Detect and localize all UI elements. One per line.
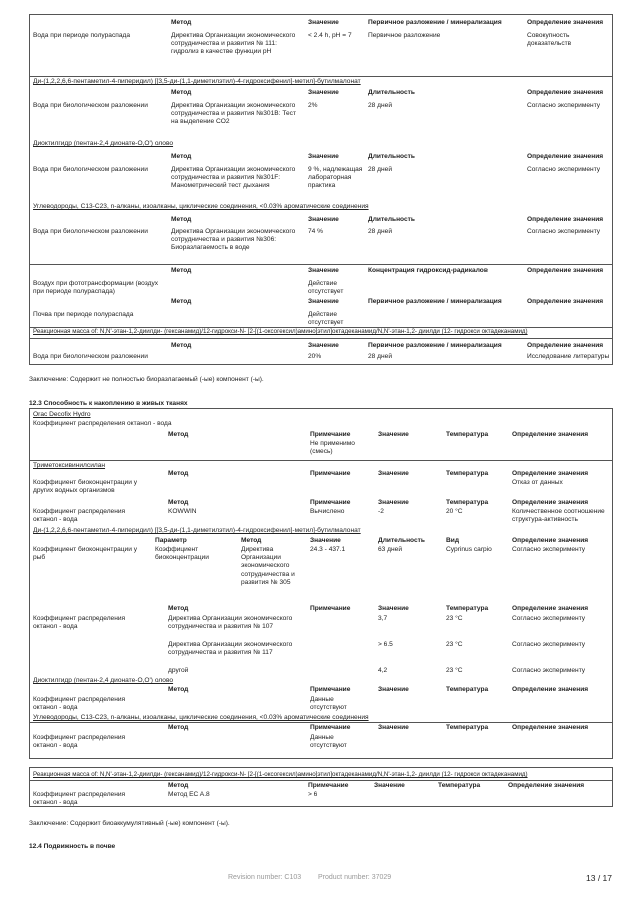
substance-name: Реакционная масса of: N,N'-этан-1,2-диилди- (гексанамид)/12-гидрокси-N- [2-[(1-оксогексил)амино]этил]октадеканамид/N,N'-этан-1,2- диилди (12- гидрокси октадеканамид) [33,328,528,335]
substance-name: Диоктилгидр (пентан-2,4 дионате-O,O') олово [33,140,174,147]
cell: Длительность [368,216,415,223]
cell: Определение значения [512,499,589,506]
cell: Метод [168,724,189,731]
cell: Метод [171,342,192,349]
cell: Директива Организации экономического сотрудничества и развития № 107 [168,615,293,631]
cell: Значение [374,782,405,789]
reaction-mass-table [29,767,613,807]
conclusion-text: Заключение: Содержит биоаккумулятивный (-ые) компонент (-ы). [29,820,230,827]
cell: Метод [171,298,192,305]
cell: Директива Организации экономического сотрудничества и развития № 305 [241,546,295,586]
cell: 20% [308,353,322,360]
cell: Метод [241,537,262,544]
cell: Коэффициент распределения октанол - вода [33,508,126,524]
cell: Определение значения [527,267,604,274]
cell: Значение [308,89,339,96]
cell: Коэффициент биоконцентрации у других водных организмов [33,479,138,495]
cell: Вода при биологическом разложении [33,166,148,173]
cell: 20 °C [446,508,463,515]
substance-name: Orac Decofix Hydro [33,411,91,418]
cell: Директива Организации экономического сотрудничества и развития № 117 [168,641,293,657]
cell: 28 дней [368,102,393,109]
cell: -2 [378,508,384,515]
cell: Примечание [308,782,349,789]
cell: Коэффициент распределения октанол - вода [33,696,126,712]
cell: Примечание [310,686,351,693]
cell: KOWWIN [168,508,197,515]
cell: Метод [171,153,192,160]
cell: Метод [168,782,189,789]
cell: Коэффициент распределения октанол - вода [33,734,126,750]
substance-name: Углеводороды, C13-C23, n-алканы, изоалканы, циклические соединения, <0.03% ароматические соединения [33,203,369,210]
cell: Параметр [155,537,187,544]
cell: Значение [378,431,409,438]
cell: Отказ от данных [512,479,563,486]
cell: Длительность [368,89,415,96]
cell: Температура [446,431,489,438]
cell: Директива Организации экономического сотрудничества и развития №301F: Манометрический тест дыхания [171,166,296,190]
col-determination: Определение значения [527,19,604,26]
cell: Директива Организации экономического сотрудничества и развития №301B: Тест на выделение CO2 [171,102,296,126]
cell: Почва при периоде полураспада [33,311,134,318]
col-method: Метод [171,19,192,26]
cell: Согласно эксперименту [527,166,601,173]
cell: 28 дней [368,353,393,360]
page-number: 13 / 17 [586,873,612,883]
cell: Температура [446,605,489,612]
cell: Определение значения [527,216,604,223]
cell: Вода при биологическом разложении [33,353,148,360]
cell: Температура [446,686,489,693]
cell: Значение [310,537,341,544]
cell: Примечание [310,431,351,438]
cell: Определение значения [512,686,589,693]
cell: 74 % [308,228,324,235]
cell: Значение [308,153,339,160]
bioaccumulation-table [29,408,613,759]
cell: Значение [308,216,339,223]
cell: Длительность [368,153,415,160]
cell: Первичное разложение / минерализация [368,298,502,305]
cell: Примечание [310,470,351,477]
cell: Значение [308,342,339,349]
cell: 3,7 [378,615,388,622]
cell: Концентрация гидроксид-радикалов [368,267,488,274]
cell: Коэффициент распределения октанол - вода [33,615,126,631]
cell: Согласно эксперименту [512,641,586,648]
cell: Метод [171,89,192,96]
cell: Значение [308,298,339,305]
cell: Вода при биологическом разложении [33,228,148,235]
cell: Коэффициент биоконцентрации [155,546,209,562]
substance-name: Триметоксивинилсилан [33,462,106,469]
cell: Значение [378,499,409,506]
cell: Директива Организации экономического сотрудничества и развития №306: Биоразлагаемость в воде [171,228,296,252]
product-number: Product number: 37029 [318,874,392,881]
cell: Определение значения [527,153,604,160]
cell: Совокупность доказательств [527,32,572,48]
section-heading: 12.4 Подвижность в почве [29,843,116,850]
cell: Вид [446,537,460,544]
cell: Определение значения [512,431,589,438]
cell: Согласно эксперименту [512,615,586,622]
substance-name: Реакционная масса of: N,N'-этан-1,2-диилди- (гексанамид)/12-гидрокси-N- [2-[(1-оксогексил)амино]этил]октадеканамид/N,N'-этан-1,2- диилди (12- гидрокси октадеканамид) [33,771,528,778]
cell: Метод [171,267,192,274]
cell: Директива Организации экономического сотрудничества и развития № 111: гидролиз в качестве функции pH [171,32,296,56]
cell: 9 %, надлежащая лабораторная практика [308,166,363,190]
cell: Значение [378,470,409,477]
cell: Определение значения [512,724,589,731]
cell: 2% [308,102,318,109]
cell: 4,2 [378,667,388,674]
cell: Определение значения [508,782,585,789]
cell: Коэффициент распределения октанол - вода [33,791,126,807]
cell: Метод [168,686,189,693]
cell: Согласно эксперименту [512,546,586,553]
substance-name: Ди-(1,2,2,6,6-пентаметил-4-пиперидил) [[3,5-ди-(1,1-диметилэтил)-4-гидроксифенил]-метил]-бутилмалонат [33,78,361,85]
cell: Воздух при фототрансформации (воздух при периоде полураспада) [33,280,159,296]
cell: Метод [168,605,189,612]
cell: Значение [378,686,409,693]
cell: Температура [446,499,489,506]
cell: Коэффициент распределения октанол - вода [33,420,172,427]
cell: Коэффициент биоконцентрации у рыб [33,546,138,562]
cell: Определение значения [527,298,604,305]
col-degradation: Первичное разложение / минерализация [368,19,502,26]
cell: 28 дней [368,228,393,235]
cell: Согласно эксперименту [527,102,601,109]
cell: Вычислено [310,508,345,515]
cell: > 6 [308,791,318,798]
cell: 28 дней [368,166,393,173]
cell: Cyprinus carpio [446,546,492,553]
cell: Метод [168,499,189,506]
cell: Вода при биологическом разложении [33,102,148,109]
cell: Определение значения [512,470,589,477]
cell: Не применимо (смесь) [310,440,355,456]
cell: Согласно эксперименту [512,667,586,674]
cell: Примечание [310,724,351,731]
conclusion-text: Заключение: Содержит не полностью биоразлагаемый (-ые) компонент (-ы). [29,376,264,383]
cell: 23 °C [446,641,463,648]
cell: Длительность [378,537,425,544]
substance-name: Углеводороды, C13-C23, n-алканы, изоалканы, циклические соединения, <0.03% ароматические соединения [33,714,369,721]
cell: 24.3 - 437.1 [310,546,346,553]
degradability-table [29,14,613,365]
cell: Значение [378,605,409,612]
cell: Вода при периоде полураспада [33,32,131,39]
cell: другой [168,667,189,674]
cell: Согласно эксперименту [527,228,601,235]
cell: Количественное соотношение структура-активность [512,508,605,524]
cell: Определение значения [512,537,589,544]
section-heading: 12.3 Способность к накоплению в живых тканях [29,400,188,407]
cell: 63 дней [378,546,403,553]
cell: Определение значения [527,89,604,96]
cell: Метод [168,470,189,477]
cell: Метод [171,216,192,223]
col-value: Значение [308,19,339,26]
cell: Действие отсутствует [308,311,344,327]
cell: < 2.4 h, pH = 7 [308,32,352,39]
cell: Определение значения [512,605,589,612]
cell: 23 °C [446,667,463,674]
cell: Первичное разложение [368,32,441,39]
cell: Температура [446,724,489,731]
cell: Значение [308,267,339,274]
cell: > 6.5 [378,641,393,648]
cell: Действие отсутствует [308,280,344,296]
cell: Данные отсутствуют [310,734,347,750]
cell: Метод EC A.8 [168,791,210,798]
revision-number: Revision number: C103 [228,874,302,881]
cell: Данные отсутствуют [310,696,347,712]
cell: Значение [378,724,409,731]
substance-name: Диоктилгидр (пентан-2,4 дионате-O,O') олово [33,677,174,684]
cell: 23 °C [446,615,463,622]
cell: Метод [168,431,189,438]
cell: Примечание [310,499,351,506]
cell: Температура [446,470,489,477]
cell: Исследование литературы [527,353,610,360]
cell: Температура [438,782,481,789]
cell: Примечание [310,605,351,612]
cell: Определение значения [527,342,604,349]
substance-name: Ди-(1,2,2,6,6-пентаметил-4-пиперидил) [[3,5-ди-(1,1-диметилэтил)-4-гидроксифенил]-метил]-бутилмалонат [33,527,361,534]
cell: Первичное разложение / минерализация [368,342,502,349]
